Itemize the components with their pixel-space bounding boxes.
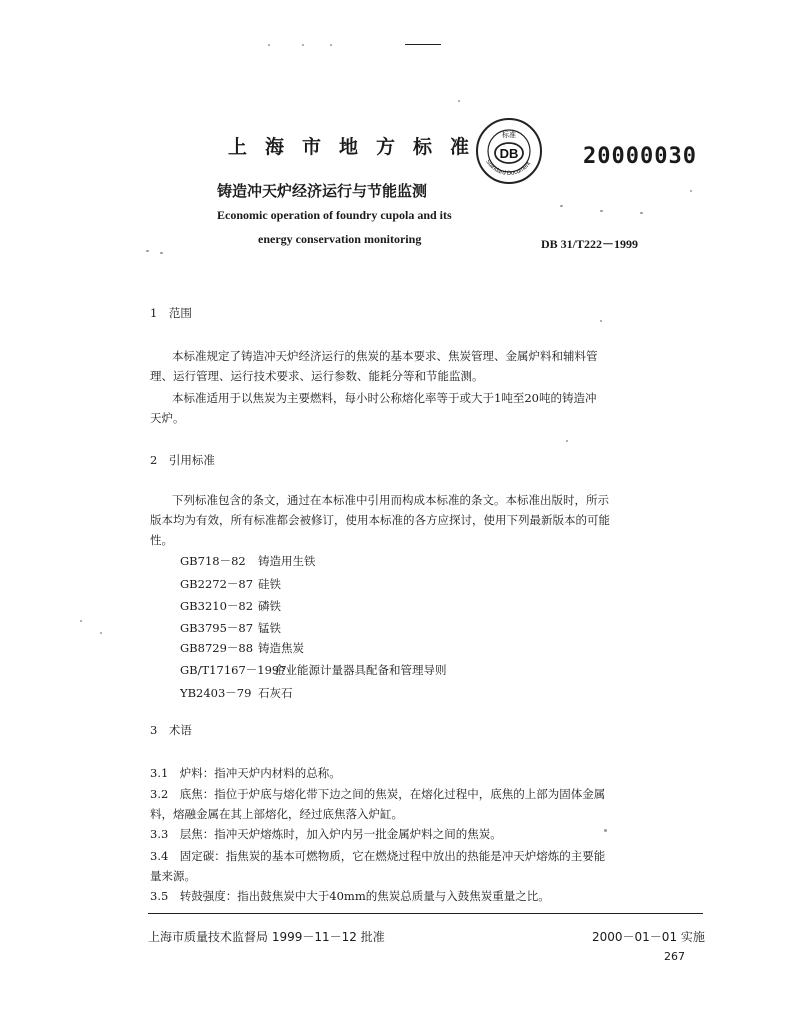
top-rule (405, 44, 441, 45)
section-2-heading: 2 引用标准 (150, 453, 215, 467)
svg-text:Standard Document: Standard Document (484, 158, 533, 177)
section-1-para1-line2: 理、运行管理、运行技术要求、运行参数、能耗分等和节能监测。 (150, 369, 484, 383)
section-2-intro-line2: 版本均为有效，所有标准都会被修订，使用本标准的各方应探讨，使用下列最新版本的可能 (150, 513, 610, 527)
section-1-para2-line1: 本标准适用于以焦炭为主要燃料，每小时公称熔化率等于或大于1吨至20吨的铸造冲 (172, 391, 597, 405)
section-2-intro-line3: 性。 (150, 533, 173, 547)
section-3-heading: 3 术语 (150, 723, 192, 737)
document-title-en-line1: Economic operation of foundry cupola and its (217, 208, 452, 222)
list-item: GB2272－87 硅铁 (180, 577, 281, 591)
scan-speck (80, 620, 82, 622)
scan-speck (160, 252, 163, 254)
section-2-intro-line1: 下列标准包含的条文，通过在本标准中引用而构成本标准的条文。本标准出版时，所示 (172, 493, 609, 507)
scan-speck (458, 100, 460, 102)
term-3-4-line1: 3.4 固定碳：指焦炭的基本可燃物质，它在燃烧过程中放出的热能是冲天炉熔炼的主要能 (150, 849, 606, 863)
list-item: GB3210－82 磷铁 (180, 599, 281, 613)
section-1-para1-line1: 本标准规定了铸造冲天炉经济运行的焦炭的基本要求、焦炭管理、金属炉料和辅料管 (172, 349, 598, 363)
scan-speck (146, 250, 149, 252)
scan-speck (302, 44, 304, 46)
term-3-4-line2: 量来源。 (150, 869, 196, 883)
section-1-heading: 1 范围 (150, 306, 192, 320)
scan-speck (560, 205, 563, 207)
list-item: GB718－82 铸造用生铁 (180, 554, 316, 568)
effective-date: 2000－01－01 实施 (592, 930, 705, 944)
document-title-en-line2: energy conservation monitoring (258, 232, 422, 246)
approval-text: 上海市质量技术监督局 1999－11－12 批准 (148, 930, 385, 944)
scan-speck (100, 632, 102, 634)
term-3-3: 3.3 层焦：指冲天炉熔炼时，加入炉内另一批金属炉料之间的焦炭。 (150, 827, 502, 841)
scan-speck (330, 44, 332, 46)
standard-seal-icon (474, 116, 544, 186)
footer-rule (148, 913, 703, 914)
list-item: GB3795－87 锰铁 (180, 621, 281, 635)
standard-number: 20000030 (583, 144, 697, 169)
document-id: DB 31/T222－1999 (541, 237, 639, 251)
scan-speck (690, 190, 692, 192)
svg-text:标准: 标准 (502, 131, 516, 139)
issuer-title: 上海市地方标准 (228, 136, 488, 158)
term-3-1: 3.1 炉料：指冲天炉内材料的总称。 (150, 766, 341, 780)
term-3-2-line2: 料，熔融金属在其上部熔化，经过底焦落入炉缸。 (150, 807, 403, 821)
document-title-cn: 铸造冲天炉经济运行与节能监测 (217, 182, 428, 200)
list-item: YB2403－79 石灰石 (180, 686, 293, 700)
term-3-5: 3.5 转鼓强度：指出鼓焦炭中大于40mm的焦炭总质量与入鼓焦炭重量之比。 (150, 889, 550, 903)
list-item: GB8729－88 铸造焦炭 (180, 641, 304, 655)
scan-speck (604, 829, 607, 832)
scan-speck (268, 44, 270, 46)
page-number: 267 (664, 950, 685, 963)
list-item: GB/T17167－1997企业能源计量器具配备和管理导则 (180, 663, 447, 677)
scan-speck (566, 440, 568, 442)
scan-speck (600, 320, 602, 322)
term-3-2-line1: 3.2 底焦：指位于炉底与熔化带下边之间的焦炭，在熔化过程中，底焦的上部为固体金属 (150, 787, 606, 801)
svg-text:DB: DB (499, 146, 519, 161)
scan-speck (600, 210, 603, 212)
scan-speck (640, 212, 643, 214)
section-1-para2-line2: 天炉。 (150, 411, 185, 425)
